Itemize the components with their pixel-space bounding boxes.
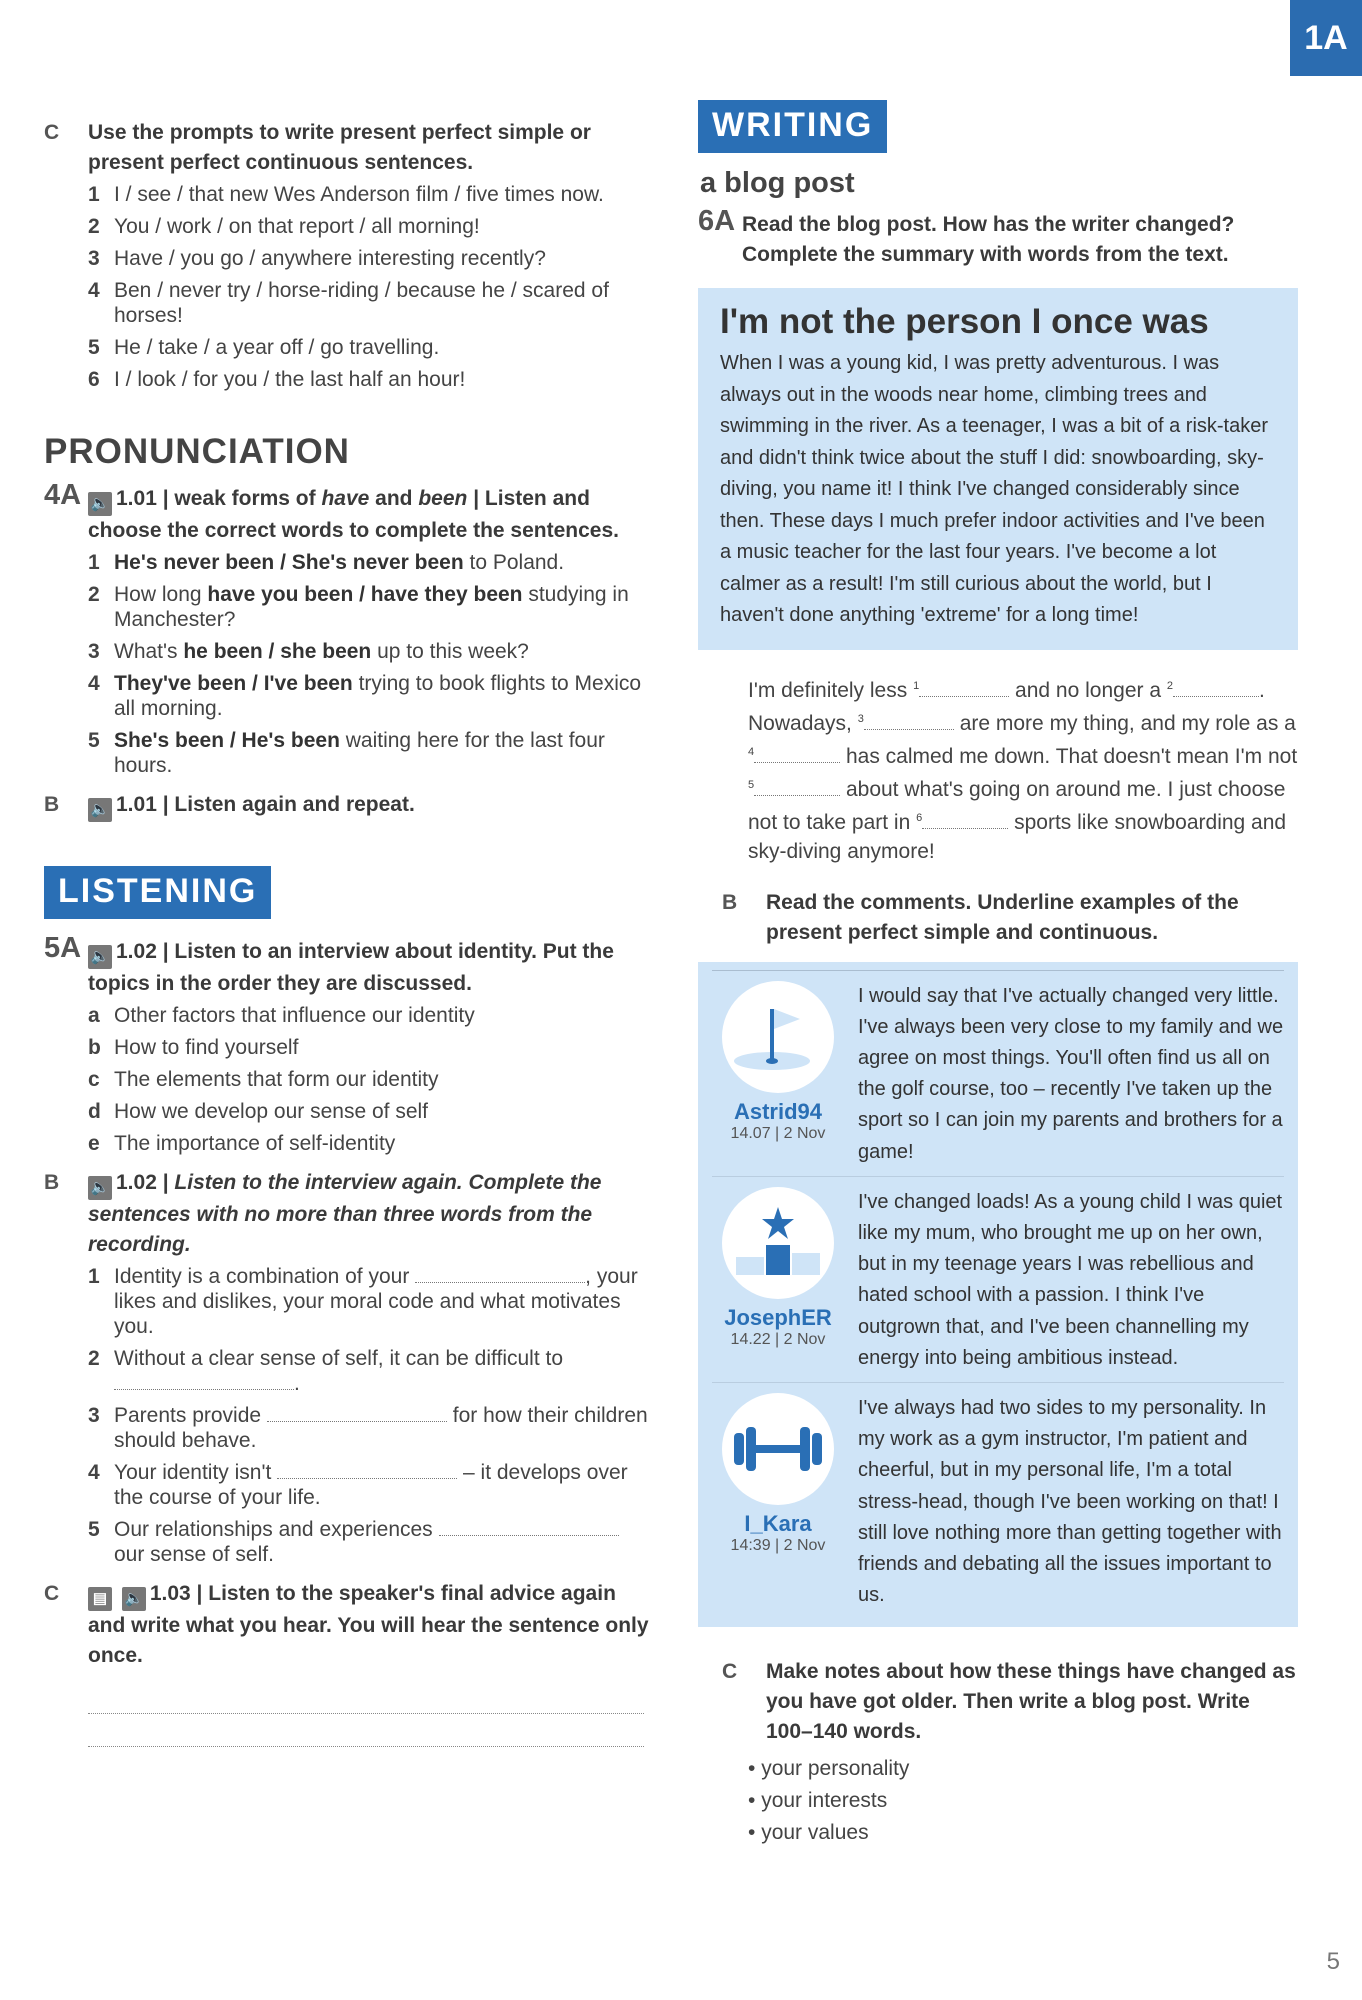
list-item — [88, 1403, 654, 1453]
item-text: How we develop our sense of self — [114, 1100, 429, 1123]
item-letter: c — [88, 1068, 100, 1091]
summary-text: sports like snowboarding and sky-diving anymore! — [748, 810, 1287, 863]
comment-text: I've always had two sides to my personality. In my work as a gym instructor, I'm patient and cheerful, but in my personal life, I'm a total stress-head, though I've been working on that! I still love nothing more than getting together with friends and debating all the issues important to us. — [858, 1396, 1282, 1607]
exercise-4a-list — [88, 550, 654, 778]
writing-subheading: a blog post — [700, 167, 855, 199]
summary-paragraph: I'm definitely less $^1$ and no longer a $^2$ . Nowadays, $^3$ are more my thing, and my role as a $^4$ has calmed me down. That doesn't mean I'm not $^5$ about what's going on around me. I just choose not to take part in $^6$ sports like snowboarding and sky-diving anymore! — [748, 678, 1298, 863]
audio-icon[interactable]: 🔈 — [88, 492, 112, 516]
item-text: waiting here for the last four hours. — [114, 729, 605, 777]
item-text: How to find yourself — [114, 1036, 299, 1059]
item-text: The elements that form our identity — [114, 1068, 439, 1091]
choice-text[interactable]: She's been / He's been — [114, 729, 340, 752]
list-item — [88, 335, 654, 360]
choice-text[interactable]: he been / she been — [183, 640, 372, 663]
listening-header-wrap — [44, 866, 654, 919]
item-text: How long — [114, 583, 208, 606]
list-item — [88, 214, 654, 239]
answer-blank[interactable] — [922, 828, 1008, 829]
comment — [712, 1176, 1284, 1382]
item-text: Identity is a combination of your — [114, 1265, 410, 1288]
item-number: 1 — [88, 551, 100, 574]
comment-username: JosephER — [724, 1304, 832, 1330]
instruction-text: Listen and choose the correct words to complete the sentences. — [88, 487, 619, 542]
track-number: 1.02 — [116, 940, 157, 963]
item-number: 2 — [88, 1347, 100, 1370]
item-text: studying in Manchester? — [114, 583, 629, 631]
item-letter: b — [88, 1036, 101, 1059]
comments-section — [698, 962, 1298, 1628]
answer-line[interactable] — [88, 1714, 644, 1747]
item-number: 6 — [88, 368, 100, 391]
comment-username: Astrid94 — [733, 1098, 823, 1124]
item-number: 5 — [88, 1518, 100, 1541]
comment-author — [712, 981, 844, 1168]
bullet-text: your personality — [761, 1757, 910, 1781]
choice-text[interactable]: They've been / I've been — [114, 672, 353, 695]
item-text: up to this week? — [371, 640, 529, 663]
item-text: I / see / that new Wes Anderson film / five times now. — [114, 183, 604, 206]
list-item — [88, 1264, 654, 1339]
bullet-text: your values — [761, 1821, 869, 1845]
comment-timestamp: 14.22 | 2 Nov — [730, 1330, 826, 1348]
comment-username: I_Kara — [744, 1510, 812, 1536]
instruction-text: Make notes about how these things have changed as you have got older. Then write a blog post. Write 100–140 words. — [766, 1660, 1296, 1744]
answer-line[interactable] — [88, 1681, 644, 1714]
comment-text: I've changed loads! As a young child I was quiet like my mum, who brought me up on her own, but in my teenage years I was rebellious and hated school with a passion. I think I've outgrown that, and I've been channelling my energy into being ambitious instead. — [858, 1190, 1283, 1369]
comment — [712, 970, 1284, 1176]
focus-have: have — [321, 487, 370, 510]
exercise-4a-instruction: 4A 🔈 1.01 | weak forms of have and been | Listen and choose the correct words to complete the sentences. — [44, 479, 619, 542]
answer-blank[interactable] — [277, 1478, 457, 1479]
golf-flag-icon — [722, 981, 834, 1093]
item-text: to Poland. — [463, 551, 565, 574]
item-text: for how their children should behave. — [114, 1404, 648, 1452]
blog-title: I'm not the person I once was — [720, 302, 1209, 341]
item-text: trying to book flights to Mexico all morning. — [114, 672, 642, 720]
list-item: 2 Without a clear sense of self, it can be difficult to . — [88, 1347, 564, 1395]
gap-fill-list — [88, 1264, 654, 1567]
exercise-6c-instruction — [722, 1657, 1298, 1747]
item-text: Have / you go / anywhere interesting recently? — [114, 247, 546, 270]
track-number: 1.03 — [149, 1582, 191, 1605]
exercise-letter: C — [722, 1660, 738, 1684]
topics-list — [88, 1003, 654, 1156]
answer-blank[interactable] — [919, 696, 1009, 697]
summary-dot: . — [1258, 678, 1265, 702]
list-item — [88, 671, 654, 721]
list-item — [88, 1003, 654, 1028]
item-text: Our relationships and experiences — [114, 1518, 433, 1541]
blog-text: When I was a young kid, I was pretty adventurous. I was always out in the woods near home, climbing trees and swimming in the river. As a teenager, I was a bit of a risk-taker and didn't think twice about the stuff I did: snowboarding, sky-diving, you name it! I think I've changed considerably since then. These days I much prefer indoor activities and I've been a music teacher for the last four years. I've become a lot calmer as a result! I'm still curious about the world, but I haven't done anything 'extreme' for a long time! — [720, 352, 1269, 626]
comment-timestamp: 14.07 | 2 Nov — [730, 1124, 826, 1142]
item-text: Your identity isn't — [114, 1461, 272, 1484]
item-text: , your likes and dislikes, your moral code and what motivates you. — [114, 1265, 638, 1338]
exercise-letter: C — [44, 1582, 60, 1605]
item-number: 4 — [88, 672, 100, 695]
item-number: 3 — [88, 640, 100, 663]
item-text: You / work / on that report / all morning! — [114, 215, 480, 238]
focus-and: and — [369, 487, 419, 510]
focus-text: weak forms of — [174, 487, 322, 510]
list-item — [88, 367, 654, 392]
notes-icon: ▤ — [88, 1587, 112, 1611]
audio-icon[interactable]: 🔈 — [88, 1176, 112, 1200]
item-text: I / look / for you / the last half an hour! — [114, 368, 466, 391]
list-item — [88, 1067, 654, 1092]
comment-text: I would say that I've actually changed very little. I've always been very close to my family and we agree on most things. You'll often find us all on the golf course, too – recently I've taken up the sport so I can join my parents and brothers for a game! — [858, 984, 1284, 1163]
page-number: 5 — [1326, 1948, 1340, 1975]
comment-timestamp: 14:39 | 2 Nov — [730, 1536, 826, 1554]
bullet-item: • your personality — [748, 1757, 910, 1781]
blog-post — [698, 288, 1298, 650]
audio-icon[interactable]: 🔈 — [88, 945, 112, 969]
audio-icon[interactable]: 🔈 — [88, 798, 112, 822]
instruction-text: Listen to the interview again. Complete the sentences with no more than three words from the recording. — [88, 1171, 602, 1256]
list-item — [88, 182, 654, 207]
item-number: 4 — [88, 1461, 100, 1484]
pronunciation-heading: PRONUNCIATION — [44, 432, 350, 471]
list-item — [88, 1517, 654, 1567]
list-item — [88, 550, 654, 575]
unit-tab: 1A — [1290, 0, 1362, 76]
answer-blank[interactable] — [864, 729, 954, 730]
exercise-5b-instruction: B 🔈 1.02 | Listen to the interview again. Complete the sentences with no more than three words from the recording. — [44, 1168, 654, 1260]
exercise-letter: B — [44, 793, 60, 816]
item-text: Parents provide — [114, 1404, 262, 1427]
comment-author — [712, 1187, 844, 1374]
item-text: What's — [114, 640, 184, 663]
answer-blank[interactable] — [754, 762, 840, 763]
exercise-letter: B — [722, 890, 738, 914]
answer-blank[interactable] — [415, 1282, 585, 1283]
list-item — [88, 1131, 654, 1156]
item-text: The importance of self-identity — [114, 1132, 396, 1155]
choice-text[interactable]: have you been / have they been — [207, 583, 523, 606]
item-number: 5 — [88, 336, 100, 359]
list-item — [88, 1460, 654, 1510]
summary-text: are more my thing, and my role as a — [959, 711, 1296, 735]
exercise-c-list — [88, 182, 654, 392]
left-column — [44, 118, 654, 1747]
list-item — [88, 639, 654, 664]
item-text: Without a clear sense of self, it can be difficult to — [114, 1347, 564, 1370]
item-number: 3 — [88, 247, 100, 270]
summary-text: and no longer a — [1015, 678, 1162, 702]
list-item — [88, 1035, 654, 1060]
item-text: – it develops over the course of your life. — [114, 1461, 628, 1509]
exercise-5a-instruction: 5A 🔈 1.02 | Listen to an interview about identity. Put the topics in the order they are discussed. — [44, 932, 614, 995]
item-number: 5 — [88, 729, 100, 752]
exercise-6a-instruction — [698, 205, 1298, 270]
item-letter: e — [88, 1132, 100, 1155]
exercise-number: 4A — [44, 479, 82, 511]
instruction-text: Use the prompts to write present perfect simple or present perfect continuous sentences. — [88, 121, 591, 174]
instruction-text: Listen to an interview about identity. Put the topics in the order they are discussed. — [88, 940, 614, 995]
summary-text: about what's going on around me. I just choose not to take part in — [748, 777, 1286, 834]
list-item — [88, 1099, 654, 1124]
exercise-4b-instruction: B 🔈 1.01 | Listen again and repeat. — [44, 790, 654, 822]
answer-blank[interactable] — [439, 1535, 619, 1536]
exercise-letter: B — [44, 1171, 60, 1194]
item-text: He / take / a year off / go travelling. — [114, 336, 440, 359]
answer-blank[interactable] — [1173, 696, 1259, 697]
instruction-text: Read the comments. Underline examples of the present perfect simple and continuous. — [766, 890, 1239, 944]
listening-heading: LISTENING — [44, 866, 271, 919]
choice-text[interactable]: He's never been / She's never been — [114, 551, 464, 574]
audio-icon[interactable]: 🔈 — [122, 1587, 146, 1611]
exercise-number: 5A — [44, 932, 82, 964]
item-number: 1 — [88, 183, 100, 206]
comment — [712, 1382, 1284, 1619]
exercise-c-instruction — [44, 118, 654, 178]
item-letter: d — [88, 1100, 101, 1123]
answer-blank[interactable] — [114, 1389, 294, 1390]
item-number: 3 — [88, 1404, 100, 1427]
item-text: Other factors that influence our identity — [114, 1004, 475, 1027]
list-item — [88, 278, 654, 328]
exercise-number: 6A — [698, 205, 736, 237]
instruction-text: Listen again and repeat. — [174, 793, 415, 816]
exercise-5c-instruction: C ▤ 🔈 1.03 | Listen to the speaker's final advice again and write what you hear. You will hear the sentence only once. — [44, 1579, 654, 1671]
item-text: Ben / never try / horse-riding / because he / scared of horses! — [114, 279, 609, 327]
item-number: 2 — [88, 215, 100, 238]
answer-blank[interactable] — [267, 1421, 447, 1422]
podium-star-icon — [722, 1187, 834, 1299]
comment-author — [712, 1393, 844, 1611]
list-item — [88, 582, 654, 632]
exercise-6b-instruction — [722, 888, 1298, 948]
dumbbell-icon — [722, 1393, 834, 1505]
focus-been: been — [418, 487, 468, 510]
instruction-text: Listen to the speaker's final advice again and write what you hear. You will hear the sentence only once. — [88, 1582, 649, 1667]
track-number: 1.02 — [116, 1171, 157, 1194]
answer-blank[interactable] — [754, 795, 840, 796]
item-letter: a — [88, 1004, 100, 1027]
answer-lines[interactable] — [88, 1681, 644, 1747]
track-number: 1.01 — [116, 793, 157, 816]
bullet-item: • your interests — [748, 1789, 888, 1813]
instruction-text: Read the blog post. How has the writer changed? Complete the summary with words from the text. — [742, 213, 1235, 266]
bullet-list — [748, 1753, 1298, 1849]
item-number: 2 — [88, 583, 100, 606]
list-item — [88, 728, 654, 778]
list-item — [88, 246, 654, 271]
item-number: 4 — [88, 279, 100, 302]
exercise-letter: C — [44, 121, 60, 144]
item-number: 1 — [88, 1265, 100, 1288]
item-text: our sense of self. — [114, 1543, 274, 1566]
writing-heading: WRITING — [698, 100, 887, 153]
bullet-item: • your values — [748, 1821, 869, 1845]
right-column — [698, 100, 1298, 1849]
track-number: 1.01 — [116, 487, 157, 510]
summary-text: I'm definitely less — [748, 678, 908, 702]
summary-text: has calmed me down. That doesn't mean I'm not — [845, 744, 1298, 768]
summary-text: Nowadays, — [748, 711, 852, 735]
bullet-text: your interests — [761, 1789, 888, 1813]
